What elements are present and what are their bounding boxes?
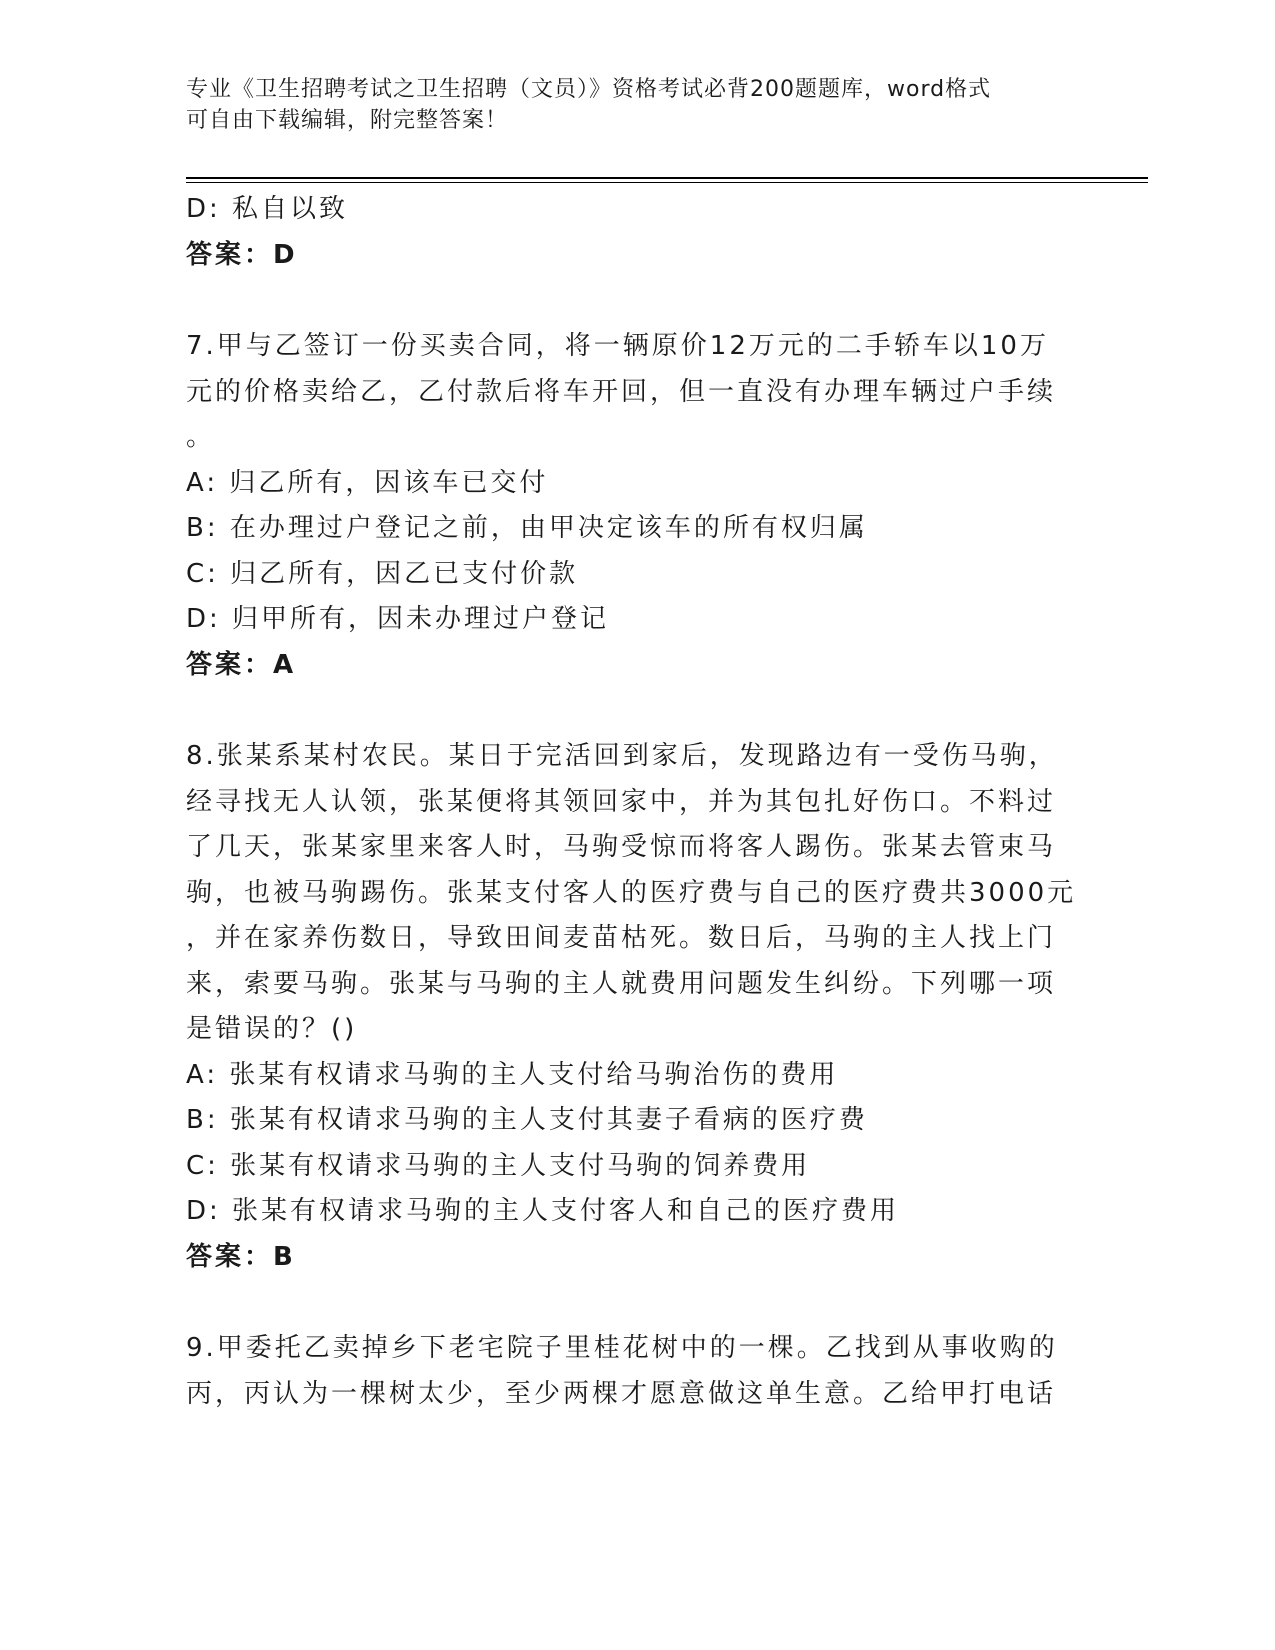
question-8-option-c: C: 张某有权请求马驹的主人支付马驹的饲养费用 [186,1150,811,1181]
question-8-option-a: A: 张某有权请求马驹的主人支付给马驹治伤的费用 [186,1059,839,1090]
question-8-line: 来，索要马驹。张某与马驹的主人就费用问题发生纠纷。下列哪一项 [186,968,1057,999]
question-9 [186,1326,1086,1417]
document-header [186,74,1066,136]
prev-answer: 答案：D [186,239,298,270]
question-7-option-d: D: 归甲所有，因未办理过户登记 [186,604,610,634]
question-8-option-b: B: 张某有权请求马驹的主人支付其妻子看病的医疗费 [186,1105,868,1135]
header-rule-thin [186,182,1148,183]
document-body [186,187,1086,1417]
header-line-1: 专业《卫生招聘考试之卫生招聘（文员）》资格考试必背200题题库，word格式 [186,77,992,102]
question-9-line: 9.甲委托乙卖掉乡下老宅院子里桂花树中的一棵。乙找到从事收购的 [186,1333,1058,1363]
question-8-line: 8.张某系某村农民。某日于完活回到家后，发现路边有一受伤马驹， [186,741,1058,771]
question-9-line: 丙，丙认为一棵树太少，至少两棵才愿意做这单生意。乙给甲打电话 [186,1378,1057,1409]
question-8-answer: 答案：B [186,1241,296,1272]
header-line-2: 可自由下载编辑，附完整答案！ [186,108,509,133]
question-8-line: 了几天，张某家里来客人时，马驹受惊而将客人踢伤。张某去管束马 [186,832,1057,862]
question-7-line: 。 [186,422,216,452]
question-8-line: 驹，也被马驹踢伤。张某支付客人的医疗费与自己的医疗费共3000元 [186,877,1077,908]
question-7 [186,324,1086,688]
spacer [186,688,1086,734]
question-7-answer: 答案：A [186,649,297,680]
question-8-option-d: D: 张某有权请求马驹的主人支付客人和自己的医疗费用 [186,1196,900,1226]
question-8 [186,734,1086,1280]
question-7-line: 元的价格卖给乙，乙付款后将车开回，但一直没有办理车辆过户手续 [186,376,1057,407]
question-7-option-b: B: 在办理过户登记之前，由甲决定该车的所有权归属 [186,513,868,543]
question-8-line: ，并在家养伤数日，导致田间麦苗枯死。数日后，马驹的主人找上门 [186,923,1057,953]
prev-option-d: D: 私自以致 [186,194,349,224]
question-8-line: 经寻找无人认领，张某便将其领回家中，并为其包扎好伤口。不料过 [186,786,1057,817]
spacer [186,1280,1086,1326]
header-rule-thick [186,177,1148,179]
question-7-option-c: C: 归乙所有，因乙已支付价款 [186,558,579,589]
question-8-line: 是错误的？() [186,1014,358,1044]
question-7-line: 7.甲与乙签订一份买卖合同，将一辆原价12万元的二手轿车以10万 [186,331,1049,361]
spacer [186,278,1086,324]
question-7-option-a: A: 归乙所有，因该车已交付 [186,467,549,498]
